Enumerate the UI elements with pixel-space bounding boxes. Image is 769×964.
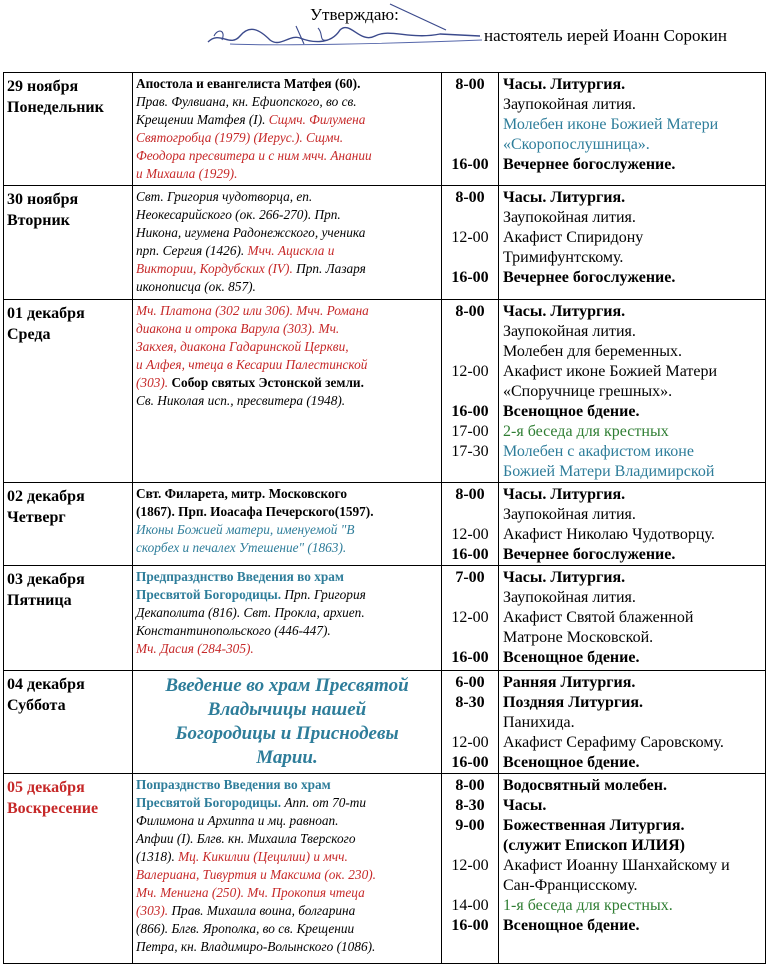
date-cell (4, 774, 133, 964)
services-cell (499, 483, 766, 566)
saints-cell (133, 671, 442, 774)
saint-text: Пресвятой Богородицы. (136, 587, 282, 602)
service-item: Акафист Святой блаженной (503, 609, 694, 626)
saint-text: Прп. Григория (281, 587, 366, 602)
service-time: 12-00 (451, 229, 489, 246)
day-weekday: Пятница (7, 592, 72, 609)
saint-text: Святогробца (1979) (Иерус.). Сщмч. (136, 130, 344, 145)
rector-name: настоятель иерей Иоанн Сорокин (484, 26, 727, 45)
service-item: Часы. Литургия. (503, 76, 626, 93)
saint-text: (303). (136, 375, 172, 390)
service-item: Акафист Спиридону (503, 229, 644, 246)
service-time (442, 836, 498, 856)
day-weekday: Суббота (7, 697, 66, 714)
day-row (4, 566, 766, 671)
saint-text: и Алфея, чтеца в Кесарии Палестинской (136, 357, 368, 372)
service-time (442, 95, 498, 115)
service-time: 17-00 (451, 423, 489, 440)
saint-text: Апостола и евангелиста Матфея (60). (136, 76, 361, 91)
saint-text: прп. Сергия (1426). (136, 243, 248, 258)
day-row (4, 300, 766, 483)
time-cell (442, 186, 499, 300)
service-time (442, 342, 498, 362)
service-time: 16-00 (451, 754, 489, 771)
saint-text: Апп. от 70-ти (281, 795, 367, 810)
service-item: «Скоропослушница». (503, 136, 650, 153)
saint-text: Свт. Григория чудотворца, еп. (136, 189, 313, 204)
service-time: 6-00 (455, 674, 485, 691)
service-time: 8-00 (455, 189, 485, 206)
service-time (442, 505, 498, 525)
service-time (442, 588, 498, 608)
service-time: 16-00 (451, 269, 489, 286)
day-date: 02 декабря (7, 488, 85, 505)
service-time: 16-00 (451, 546, 489, 563)
feast-title-line: Введение во храм Пресвятой (165, 675, 409, 696)
saint-text: Предпразднство Введения во храм (136, 569, 344, 584)
saint-text: скорбех и печалех Утешение" (1863). (136, 540, 347, 555)
date-cell (4, 186, 133, 300)
approval-header (0, 0, 769, 70)
day-weekday: Среда (7, 326, 51, 343)
day-date: 01 декабря (7, 305, 85, 322)
saint-text: Иконы Божией матери, именуемой "В (136, 522, 355, 537)
saint-text: Мц. Кикилии (Цецилии) и мчч. (178, 849, 348, 864)
approval-label: Утверждаю: (310, 5, 399, 24)
saints-cell (133, 774, 442, 964)
saint-text: (1867). Прп. Иоасафа Печерского(1597). (136, 504, 374, 519)
saint-text: Св. Николая исп., пресвитера (1948). (136, 393, 346, 408)
time-cell (442, 566, 499, 671)
saints-cell (133, 73, 442, 186)
date-cell (4, 566, 133, 671)
services-cell (499, 671, 766, 774)
service-time: 12-00 (451, 526, 489, 543)
service-time (442, 115, 498, 135)
services-cell (499, 774, 766, 964)
service-item: Часы. Литургия. (503, 569, 626, 586)
saints-cell (133, 566, 442, 671)
day-row (4, 483, 766, 566)
saint-text: Филимона и Архиппа и мц. равноап. (136, 813, 339, 828)
service-item: Часы. (503, 797, 547, 814)
signature-image (200, 0, 490, 60)
saint-text: Феодора пресвитера и с ним мчч. Анании (136, 148, 372, 163)
service-item: Акафист иконе Божией Матери (503, 363, 718, 380)
service-time (442, 628, 498, 648)
service-time: 12-00 (451, 857, 489, 874)
saint-text: Мч. Платона (302 или 306). Мчч. Романа (136, 303, 369, 318)
saint-text: диакона и отрока Варула (303). Мч. (136, 321, 340, 336)
saint-text: Свт. Филарета, митр. Московского (136, 486, 348, 501)
saint-text: Мч. Менигна (250). Мч. Прокопия чтеца (136, 885, 365, 900)
service-time (442, 382, 498, 402)
service-time: 8-00 (455, 777, 485, 794)
service-item: Панихида. (503, 714, 575, 731)
service-item: Молебен иконе Божией Матери (503, 116, 719, 133)
service-time: 12-00 (451, 363, 489, 380)
service-item: Вечернее богослужение. (503, 269, 676, 286)
service-item: Поздняя Литургия. (503, 694, 644, 711)
service-item: (служит Епископ ИЛИЯ) (503, 837, 686, 854)
service-item: Молебен для беременных. (503, 343, 683, 360)
service-time (442, 208, 498, 228)
services-cell (499, 566, 766, 671)
service-item: Всенощное бдение. (503, 754, 640, 771)
services-cell (499, 186, 766, 300)
service-time: 8-30 (455, 797, 485, 814)
saint-text: Мч. Дасия (284-305). (136, 641, 254, 656)
day-row (4, 73, 766, 186)
saint-text: (303). (136, 903, 172, 918)
day-row (4, 671, 766, 774)
saint-text: Константинопольского (446-447). (136, 623, 331, 638)
service-item: Часы. Литургия. (503, 303, 626, 320)
time-cell (442, 483, 499, 566)
service-item: Матроне Московской. (503, 629, 654, 646)
day-date: 30 ноября (7, 191, 79, 208)
service-item: Всенощное бдение. (503, 403, 640, 420)
saint-text: Сщмч. Филумена (268, 112, 366, 127)
saints-cell (133, 300, 442, 483)
service-item: Сан-Францисскому. (503, 877, 638, 894)
service-time: 17-30 (451, 443, 489, 460)
service-time: 7-00 (455, 569, 485, 586)
date-cell (4, 73, 133, 186)
service-item: Часы. Литургия. (503, 189, 626, 206)
time-cell (442, 774, 499, 964)
day-row (4, 186, 766, 300)
day-weekday: Воскресение (7, 800, 99, 817)
service-item: Ранняя Литургия. (503, 674, 636, 691)
time-cell (442, 73, 499, 186)
saint-text: Пресвятой Богородицы. (136, 795, 282, 810)
saint-text: Закхея, диакона Гадаринской Церкви, (136, 339, 349, 354)
service-item: Заупокойная лития. (503, 96, 636, 113)
service-time (442, 135, 498, 155)
service-item: Вечернее богослужение. (503, 546, 676, 563)
service-item: Божественная Литургия. (503, 817, 685, 834)
saint-text: Прав. Фулвиана, кн. Ефиопского, во св. (136, 94, 357, 109)
saint-text: Мчч. Ацискла и (247, 243, 335, 258)
service-time: 16-00 (451, 917, 489, 934)
service-time: 8-00 (455, 303, 485, 320)
saint-text: иконописца (ок. 857). (136, 279, 256, 294)
service-time (442, 322, 498, 342)
service-item: Вечернее богослужение. (503, 156, 676, 173)
time-cell (442, 671, 499, 774)
service-item: Заупокойная лития. (503, 506, 636, 523)
feast-title-line: Владычицы нашей (207, 699, 367, 720)
saint-text: Крещении Матфея (I). (136, 112, 269, 127)
day-date: 05 декабря (7, 779, 85, 796)
service-item: Акафист Иоанну Шанхайскому и (503, 857, 730, 874)
saint-text: Виктории, Кордубских (IV). (136, 261, 297, 276)
saint-text: Собор святых Эстонской земли. (171, 375, 364, 390)
service-time: 12-00 (451, 734, 489, 751)
service-time: 8-00 (455, 76, 485, 93)
service-item: Часы. Литургия. (503, 486, 626, 503)
saints-cell (133, 186, 442, 300)
saints-cell (133, 483, 442, 566)
feast-title-line: Богородицы и Приснодевы (175, 723, 399, 744)
service-time: 14-00 (451, 897, 489, 914)
schedule-table (3, 72, 766, 964)
service-item: Акафист Серафиму Саровскому. (503, 734, 724, 751)
saint-text: Прп. Лазаря (296, 261, 366, 276)
saint-text: Неокесарийского (ок. 266-270). Прп. (136, 207, 341, 222)
service-item: 2-я беседа для крестных (503, 423, 669, 440)
saint-text: и Михаила (1929). (136, 166, 238, 181)
service-time (442, 462, 498, 482)
service-item: Божией Матери Владимирской (503, 463, 715, 480)
services-cell (499, 73, 766, 186)
date-cell (4, 671, 133, 774)
service-time: 16-00 (451, 403, 489, 420)
saint-text: (866). Блгв. Ярополка, во св. Крещении (136, 921, 355, 936)
day-date: 04 декабря (7, 676, 85, 693)
service-item: Всенощное бдение. (503, 917, 640, 934)
service-item: Тримифунтскому. (503, 249, 624, 266)
service-time: 9-00 (455, 817, 485, 834)
service-time: 12-00 (451, 609, 489, 626)
date-cell (4, 300, 133, 483)
saint-text: Никона, игумена Радонежского, ученика (136, 225, 366, 240)
service-time (442, 248, 498, 268)
service-time: 8-00 (455, 486, 485, 503)
day-date: 03 декабря (7, 571, 85, 588)
service-time: 8-30 (455, 694, 485, 711)
service-item: «Споручнице грешных». (503, 383, 673, 400)
saint-text: (1318). (136, 849, 179, 864)
service-time (442, 876, 498, 896)
service-item: Всенощное бдение. (503, 649, 640, 666)
time-cell (442, 300, 499, 483)
service-item: Водосвятный молебен. (503, 777, 667, 794)
saint-text: Декаполита (816). Свт. Прокла, архиеп. (136, 605, 365, 620)
saint-text: Прав. Михаила воина, болгарина (171, 903, 356, 918)
service-item: Акафист Николаю Чудотворцу. (503, 526, 715, 543)
day-weekday: Вторник (7, 212, 70, 229)
service-item: 1-я беседа для крестных. (503, 897, 673, 914)
day-weekday: Четверг (7, 509, 66, 526)
service-time (442, 713, 498, 733)
saint-text: Попразднство Введения во храм (136, 777, 331, 792)
service-item: Молебен с акафистом иконе (503, 443, 694, 460)
service-item: Заупокойная лития. (503, 589, 636, 606)
day-date: 29 ноября (7, 78, 79, 95)
services-cell (499, 300, 766, 483)
service-time: 16-00 (451, 649, 489, 666)
saint-text: Валериана, Тивуртия и Максима (ок. 230). (136, 867, 376, 882)
feast-title-line: Марии. (256, 747, 318, 768)
service-time: 16-00 (451, 156, 489, 173)
date-cell (4, 483, 133, 566)
service-item: Заупокойная лития. (503, 323, 636, 340)
saint-text: Апфии (I). Блгв. кн. Михаила Тверского (136, 831, 356, 846)
day-row (4, 774, 766, 964)
saint-text: Петра, кн. Владимиро-Волынского (1086). (136, 939, 376, 954)
service-item: Заупокойная лития. (503, 209, 636, 226)
day-weekday: Понедельник (7, 99, 104, 116)
